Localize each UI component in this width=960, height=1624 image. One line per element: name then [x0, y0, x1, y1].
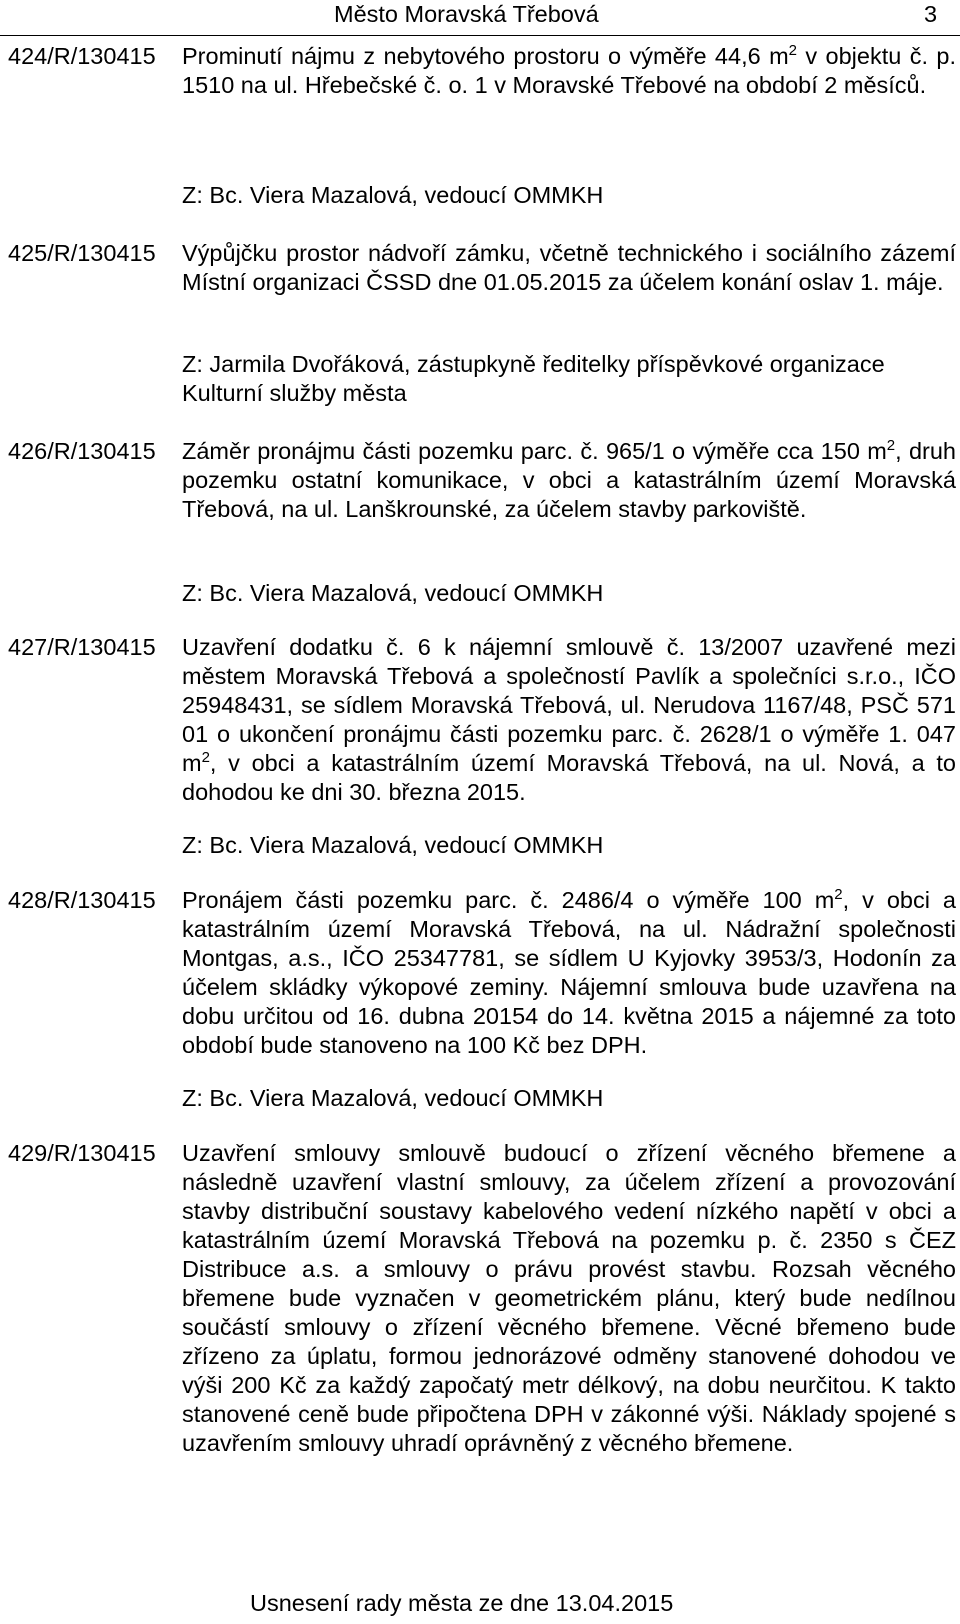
resolution-number: 429/R/130415	[8, 1140, 156, 1166]
resolution-number: 425/R/130415	[8, 240, 156, 266]
resolution-number: 428/R/130415	[8, 887, 156, 913]
header-title: Město Moravská Třebová	[334, 1, 599, 27]
page-number: 3	[924, 1, 938, 27]
resolution-number: 427/R/130415	[8, 634, 156, 660]
header-divider	[0, 35, 960, 36]
resolution-text: Uzavření smlouvy smlouvě budoucí o zřízení věcného břemene a následně uzavření vlastní smlouvy, za účelem zřízení a provozování stavby distribuční soustavy kabelového vedení nízkého napětí v obci a katastrálním území Moravská Třebová na pozemku p. č. 2350 s ČEZ Distribuce a.s. a smlouvy o právu provést stavbu. Rozsah věcného břemene bude vyznačen v geometrickém plánu, který bude nedílnou součástí smlouvy o zřízení věcného břemene. Věcné břemeno bude zřízeno za úplatu, formou jednorázové odměny stanovené dohodou ve výši 200 Kč za každý započatý metr délkový, na dobu neurčitou. K takto stanovené ceně bude připočtena DPH v zákonné výši. Náklady spojené s uzavřením smlouvy uhradí oprávněný z věcného břemene.	[182, 1140, 956, 1456]
page-header	[0, 0, 960, 30]
resolution-responsible: Z: Bc. Viera Mazalová, vedoucí OMMKH	[182, 832, 604, 858]
resolution-text: Výpůjčku prostor nádvoří zámku, včetně technického i sociálního zázemí Místní organizaci ČSSD dne 01.05.2015 za účelem konání oslav 1. máje.	[182, 240, 956, 295]
superscript: 2	[788, 42, 797, 60]
resolution-responsible: Z: Bc. Viera Mazalová, vedoucí OMMKH	[182, 580, 604, 606]
resolution-responsible: Z: Jarmila Dvořáková, zástupkyně ředitelky příspěvkové organizace Kulturní služby města	[182, 351, 885, 406]
resolution-text: Záměr pronájmu části pozemku parc. č. 965/1 o výměře cca 150 $m^2$, druh pozemku ostatní komunikace, v obci a katastrálním území Moravská Třebová, na ul. Lanškrounské, za účelem stavby parkoviště.	[182, 437, 957, 522]
superscript: 2	[886, 437, 896, 455]
resolution-text: Pronájem části pozemku parc. č. 2486/4 o výměře 100 $m^2$, v obci a katastrálním území Moravská Třebová, na ul. Nádražní společnosti Montgas, a.s., IČO 25347781, se sídlem U Kyjovky 3953/3, Hodonín za účelem skládky výkopové zeminy. Nájemní smlouva bude uzavřena na dobu určitou od 16. dubna 20154 do 14. května 2015 a nájemné za toto období bude stanoveno na 100 Kč bez DPH.	[182, 886, 956, 1058]
resolution-text: Prominutí nájmu z nebytového prostoru o výměře 44,6 $m^2$ v objektu č. p. 1510 na ul. Hřebečské č. o. 1 v Moravské Třebové na období 2 měsíců.	[182, 42, 956, 98]
resolution-number: 426/R/130415	[8, 438, 156, 464]
resolution-responsible: Z: Bc. Viera Mazalová, vedoucí OMMKH	[182, 182, 604, 208]
superscript: 2	[834, 886, 843, 904]
resolution-responsible: Z: Bc. Viera Mazalová, vedoucí OMMKH	[182, 1085, 604, 1111]
resolution-number: 424/R/130415	[8, 43, 156, 69]
page-footer: Usnesení rady města ze dne 13.04.2015	[250, 1590, 674, 1616]
superscript: 2	[201, 749, 210, 767]
resolution-text: Uzavření dodatku č. 6 k nájemní smlouvě č. 13/2007 uzavřené mezi městem Moravská Třebová a společností Pavlík a společníci s.r.o., IČO 25948431, se sídlem Moravská Třebová, ul. Nerudova 1167/48, PSČ 571 01 o ukončení pronájmu části pozemku parc. č. 2628/1 o výměře 1. 047 $m^2$, v obci a katastrálním území Moravská Třebová, na ul. Nová, a to dohodou ke dni 30. března 2015.	[182, 634, 956, 805]
